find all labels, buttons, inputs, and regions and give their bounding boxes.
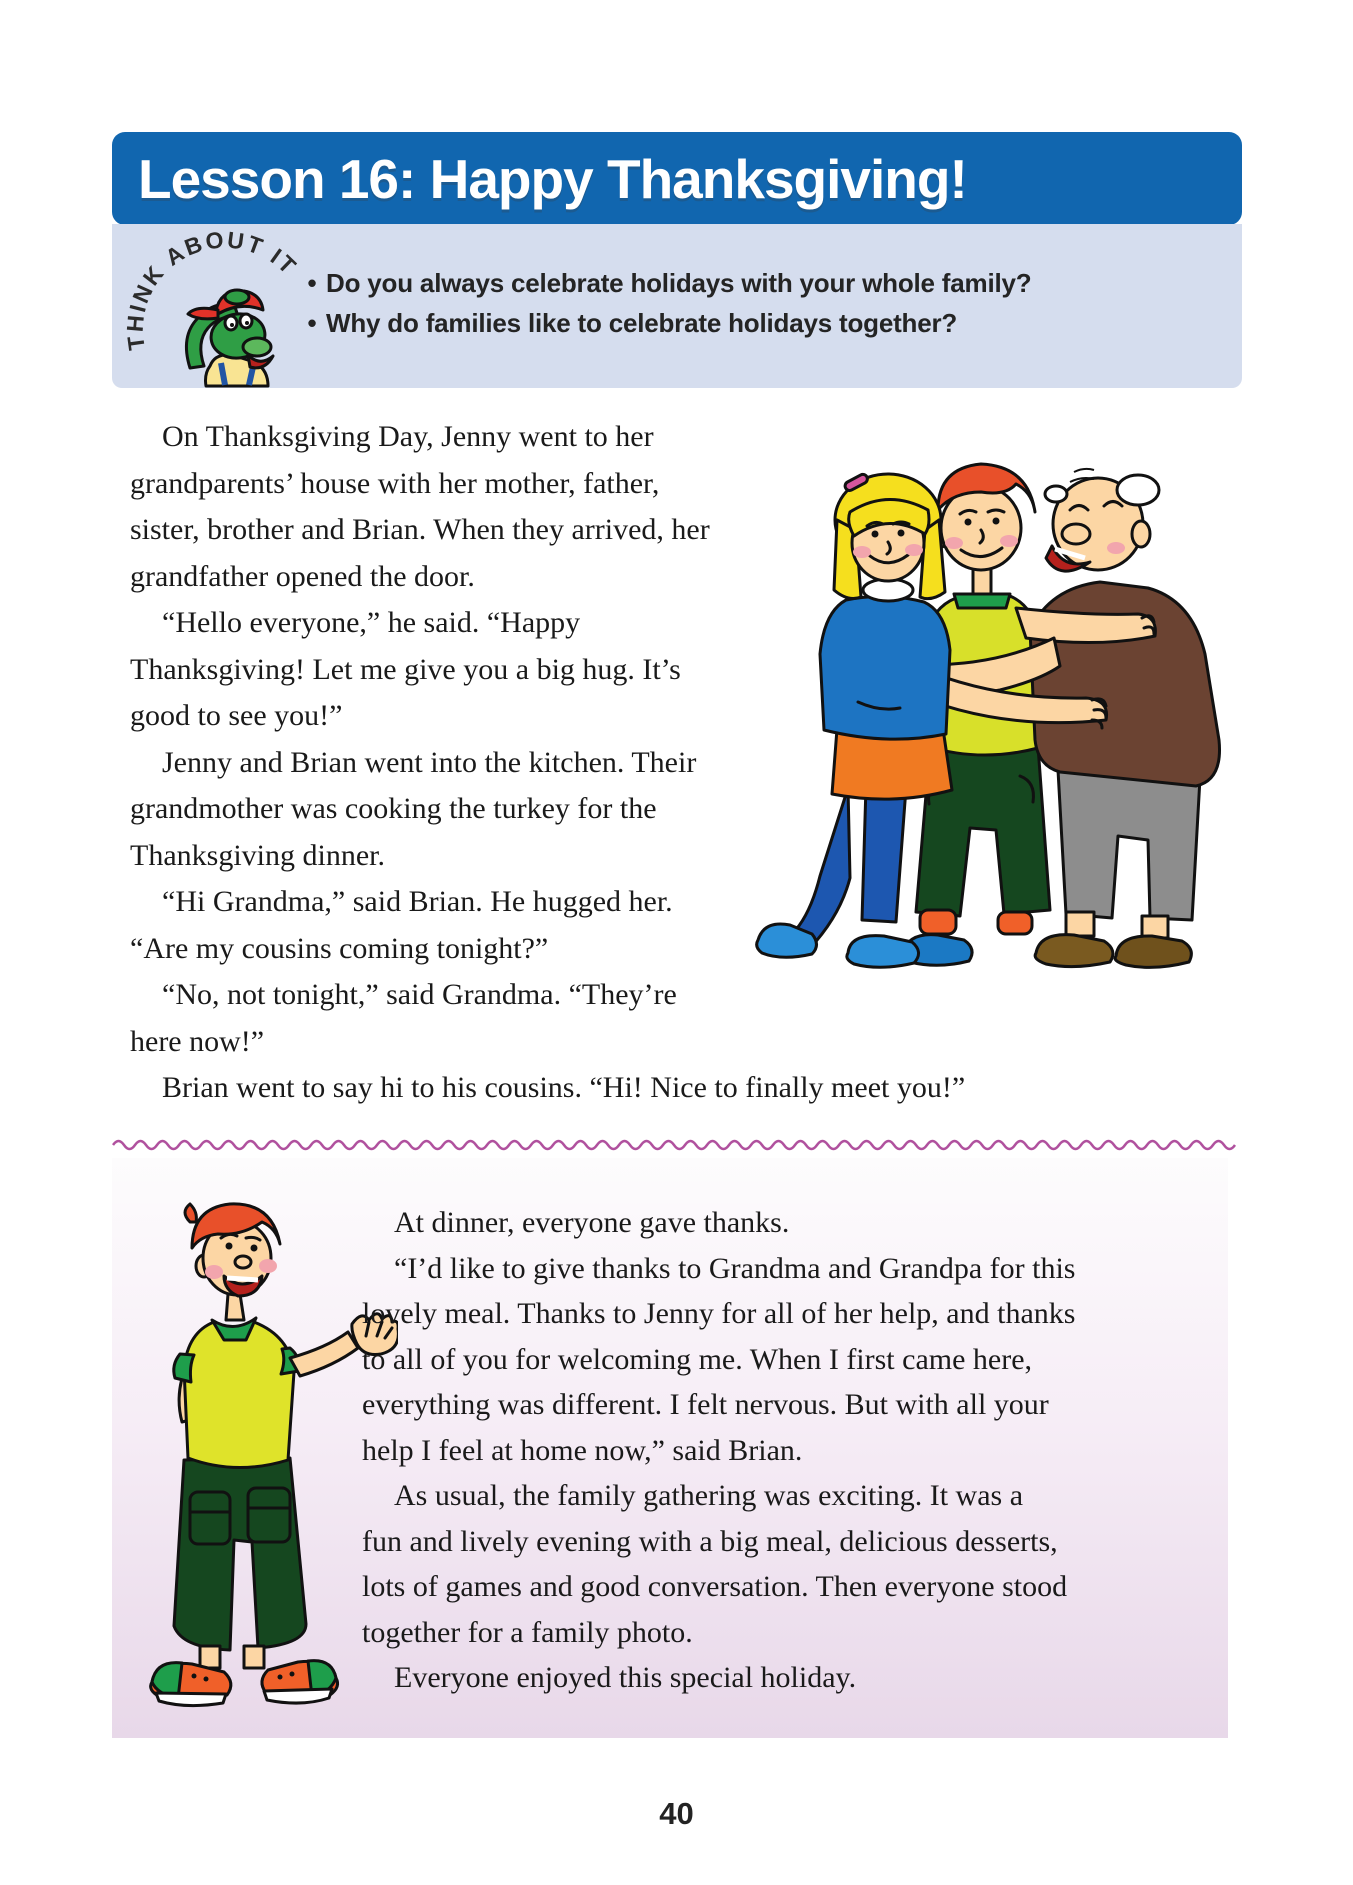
story-line: “Hello everyone,” he said. “Happy bbox=[162, 606, 581, 639]
story-line: fun and lively evening with a big meal, delicious desserts, bbox=[362, 1524, 1058, 1558]
boy-waving-figure bbox=[151, 1204, 398, 1706]
story-line: here now!” bbox=[130, 1024, 265, 1058]
story-line: On Thanksgiving Day, Jenny went to her bbox=[162, 420, 654, 453]
page-number: 40 bbox=[659, 1796, 694, 1831]
bullet-text: Do you always celebrate holidays with your whole family? bbox=[326, 268, 1032, 298]
think-about-panel bbox=[112, 224, 1242, 388]
story-line: help I feel at home now,” said Brian. bbox=[362, 1433, 803, 1467]
family-hug-illustration bbox=[698, 448, 1255, 1010]
story-line: As usual, the family gathering was exciting. It was a bbox=[394, 1479, 1024, 1512]
wavy-divider-path bbox=[113, 1141, 1235, 1149]
story-line: “No, not tonight,” said Grandma. “They’re bbox=[162, 978, 677, 1011]
story-line: Brian went to say hi to his cousins. “Hi! Nice to finally meet you!” bbox=[162, 1071, 966, 1104]
story-line: good to see you!” bbox=[130, 699, 343, 732]
story-line: grandparents’ house with her mother, father, bbox=[130, 466, 660, 500]
story-line: “Hi Grandma,” said Brian. He hugged her. bbox=[162, 885, 673, 918]
wavy-divider bbox=[112, 1136, 1242, 1154]
lesson-title: Lesson 16: Happy Thanksgiving! bbox=[138, 147, 967, 210]
story-line: to all of you for welcoming me. When I first came here, bbox=[362, 1342, 1033, 1376]
story-line: “Are my cousins coming tonight?” bbox=[130, 931, 549, 965]
story-line: grandmother was cooking the turkey for the bbox=[130, 792, 657, 825]
boy-waving-illustration bbox=[130, 1196, 398, 1736]
think-about-label: THINK ABOUT IT bbox=[121, 226, 303, 352]
story-line: Thanksgiving dinner. bbox=[130, 838, 385, 872]
bullet-line bbox=[298, 308, 1031, 348]
bullet-line bbox=[298, 268, 1031, 308]
story-line: “I’d like to give thanks to Grandma and Grandpa for this bbox=[394, 1251, 1076, 1285]
story-line: grandfather opened the door. bbox=[130, 559, 475, 593]
bullet-text: Why do families like to celebrate holidays together? bbox=[326, 308, 958, 338]
bullet-dot: • bbox=[307, 268, 317, 298]
lesson-header bbox=[112, 132, 1242, 225]
story-line: lots of games and good conversation. Then everyone stood bbox=[362, 1570, 1068, 1603]
story-line: Jenny and Brian went into the kitchen. Their bbox=[162, 745, 697, 779]
story-line: everything was different. I felt nervous. But with all your bbox=[362, 1388, 1049, 1421]
story-line: Thanksgiving! Let me give you a big hug. It’s bbox=[130, 652, 681, 686]
think-about-bullets bbox=[298, 268, 1031, 348]
story-line: Everyone enjoyed this special holiday. bbox=[394, 1661, 857, 1694]
bullet-dot: • bbox=[307, 308, 317, 338]
story-line: sister, brother and Brian. When they arrived, her bbox=[130, 513, 710, 546]
story-line: At dinner, everyone gave thanks. bbox=[394, 1206, 790, 1239]
story-part-2 bbox=[362, 1200, 1076, 1701]
story-line: together for a family photo. bbox=[362, 1615, 693, 1649]
story-line: lovely meal. Thanks to Jenny for all of her help, and thanks bbox=[362, 1297, 1076, 1330]
